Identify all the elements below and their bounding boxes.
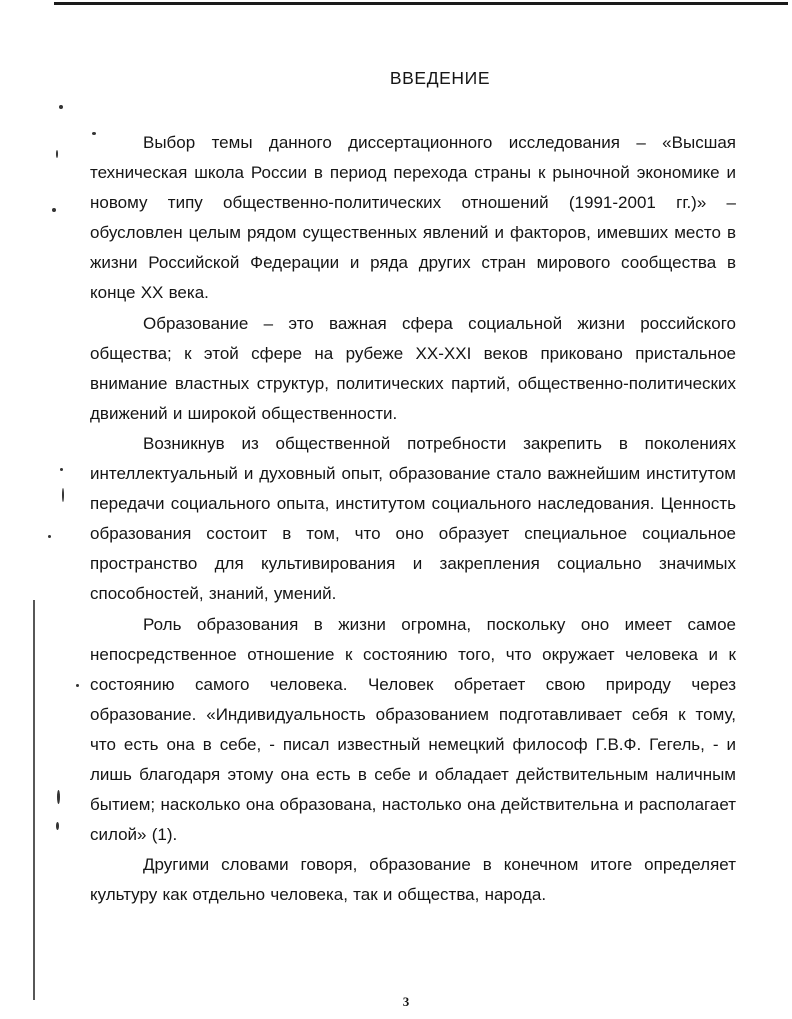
binding-edge-line: [33, 600, 35, 1000]
paragraph-4: Роль образования в жизни огромна, поскольку оно имеет самое непосредственное отношение к состоянию того, что окружает человека и к состоянию самого человека. Человек обретает свою природу через образование. «Индивидуальность образованием подготавливает себя к тому, что есть она в себе, - писал известный немецкий философ Г.В.Ф. Гегель, - и лишь благодаря этому она есть в себе и обладает действительным наличным бытием; насколько она образована, настолько она действительна и располагает силой» (1).: [90, 614, 736, 845]
scan-speck: [59, 105, 63, 109]
paragraph-1: Выбор темы данного диссертационного исследования – «Высшая техническая школа России в период перехода страны к рыночной экономике и новому типу общественно-политических отношений (1991-2001 гг.)» – обусловлен целым рядом существенных явлений и факторов, имевших место в жизни Российской Федерации и ряда других стран мирового сообщества в конце XX века.: [90, 133, 736, 303]
body-text: [90, 128, 736, 910]
scan-speck: [56, 150, 58, 158]
scan-speck: [56, 822, 59, 830]
scan-speck: [57, 790, 60, 804]
scan-speck: [48, 535, 51, 538]
paragraph-3: Возникнув из общественной потребности закрепить в поколениях интеллектуальный и духовный опыт, образование стало важнейшим институтом передачи социального опыта, институтом социального наследования. Ценность образования состоит в том, что оно образует специальное социальное пространство для культивирования и закрепления социально значимых способностей, знаний, умений.: [90, 433, 736, 604]
scan-speck: [62, 488, 64, 502]
scan-speck: [76, 684, 79, 687]
paragraph-2: Образование – это важная сфера социальной жизни российского общества; к этой сфере на рубеже XX-XXI веков приковано пристальное внимание властных структур, политических партий, общественно-политических движений и широкой общественности.: [90, 313, 736, 423]
page-number: 3: [402, 994, 410, 1009]
scan-speck: [60, 468, 63, 471]
page-title: ВВЕДЕНИЕ: [389, 68, 491, 88]
scan-speck: [52, 208, 56, 212]
paragraph-5: Другими словами говоря, образование в конечном итоге определяет культуру как отдельно человека, так и общества, народа.: [90, 855, 736, 905]
top-rule: [54, 2, 788, 5]
